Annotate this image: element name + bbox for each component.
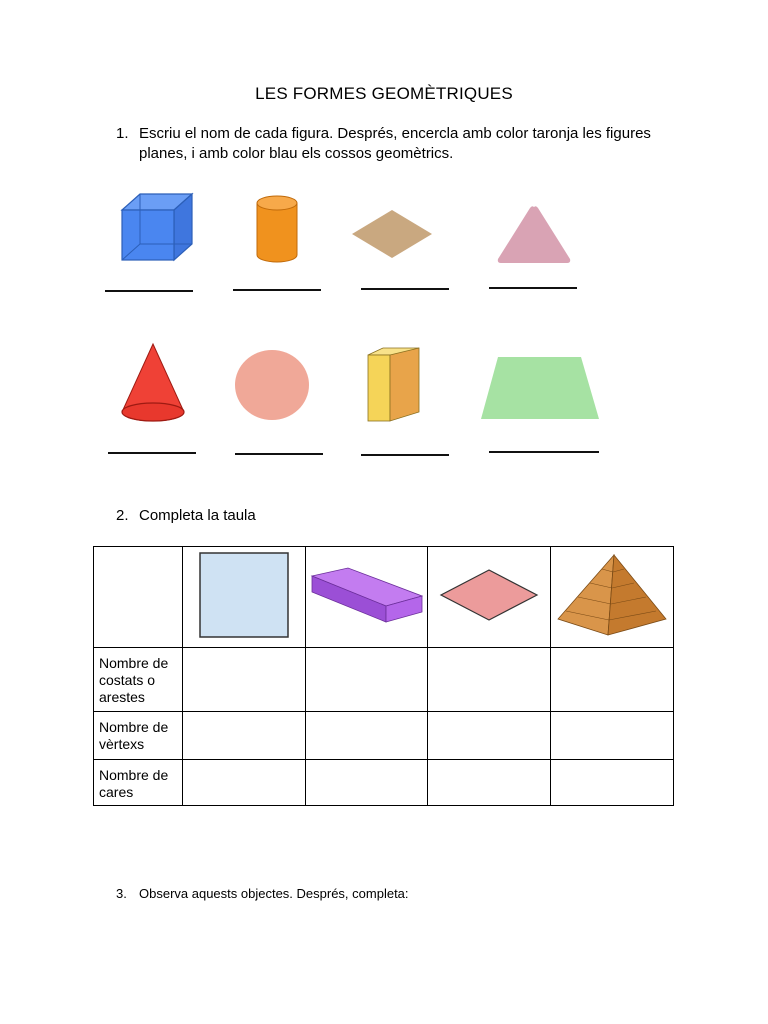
table-cell — [551, 547, 674, 648]
table-row — [94, 648, 674, 712]
table-header-row — [94, 547, 674, 648]
circle-icon — [234, 349, 310, 421]
answer-line[interactable] — [489, 287, 577, 289]
table-cell — [428, 547, 551, 648]
question-3 — [116, 884, 516, 904]
cone-icon — [120, 342, 186, 424]
table-row — [94, 712, 674, 760]
trapezoid-icon — [480, 356, 600, 420]
answer-cell[interactable] — [183, 760, 306, 806]
answer-line[interactable] — [361, 454, 449, 456]
answer-cell[interactable] — [183, 712, 306, 760]
answer-cell[interactable] — [428, 648, 551, 712]
question-text: Observa aquests objectes. Després, completa: — [139, 886, 409, 901]
cube-icon — [118, 192, 196, 264]
answer-cell[interactable] — [306, 760, 428, 806]
row-label: Nombre de cares — [94, 760, 183, 806]
answer-cell[interactable] — [306, 712, 428, 760]
answer-line[interactable] — [233, 289, 321, 291]
cylinder-icon — [255, 194, 299, 264]
answer-cell[interactable] — [428, 712, 551, 760]
cuboid-icon — [310, 566, 424, 624]
rectangular-prism-icon — [366, 346, 422, 424]
answer-line[interactable] — [489, 451, 599, 453]
answer-cell[interactable] — [551, 712, 674, 760]
answer-line[interactable] — [108, 452, 196, 454]
table-cell — [94, 547, 183, 648]
row-label: Nombre de costats o arestes — [94, 648, 183, 712]
triangle-icon — [495, 203, 573, 265]
answer-line[interactable] — [361, 288, 449, 290]
table-cell — [183, 547, 306, 648]
page-title: LES FORMES GEOMÈTRIQUES — [255, 84, 513, 103]
question-2 — [116, 506, 416, 528]
question-number: 1. — [116, 125, 129, 142]
question-text: Completa la taula — [139, 507, 256, 524]
answer-cell[interactable] — [551, 648, 674, 712]
answer-cell[interactable] — [306, 648, 428, 712]
answer-line[interactable] — [235, 453, 323, 455]
question-text: Escriu el nom de cada figura. Després, encercla amb color taronja les figures planes, i amb color blau els cossos geomètrics. — [139, 125, 651, 162]
table-row — [94, 760, 674, 806]
shapes-table — [93, 546, 674, 806]
table-cell — [306, 547, 428, 648]
row-label: Nombre de vèrtexs — [94, 712, 183, 760]
answer-cell[interactable] — [183, 648, 306, 712]
question-1 — [116, 124, 676, 168]
answer-cell[interactable] — [428, 760, 551, 806]
pyramid-icon — [556, 553, 668, 637]
answer-line[interactable] — [105, 290, 193, 292]
rhombus-icon — [351, 209, 433, 259]
question-number: 3. — [116, 886, 127, 901]
question-number: 2. — [116, 507, 129, 524]
rhombus-icon — [439, 568, 539, 622]
answer-cell[interactable] — [551, 760, 674, 806]
square-icon — [198, 551, 290, 639]
